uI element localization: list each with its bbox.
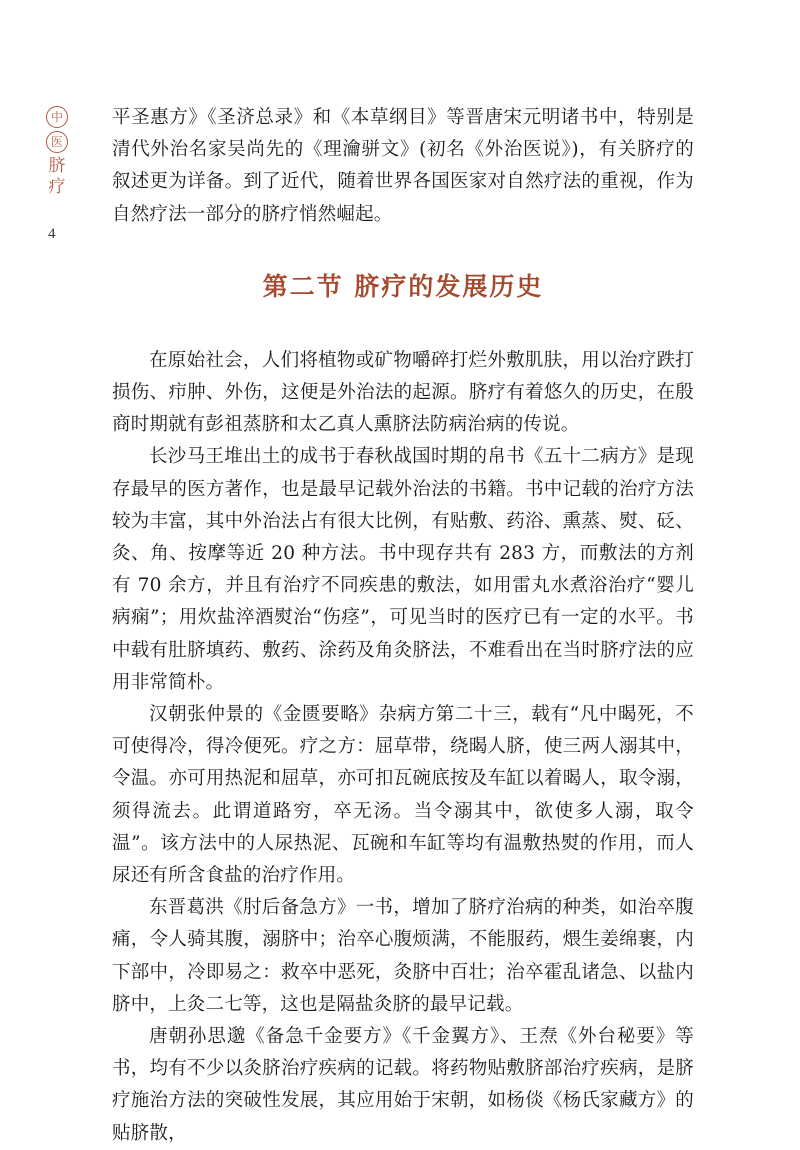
side-column-label (42, 106, 72, 198)
paragraph: 汉朝张仲景的《金匮要略》杂病方第二十三，载有“凡中暍死，不可使得冷，得冷便死。疗之方：屈草带，绕暍人脐，使三两人溺其中，令温。亦可用热泥和屈草，亦可扣瓦碗底按及车缸以着暍人，取令溺，须得流去。此谓道路穷，卒无汤。当令溺其中，欲使多人溺，取令温”。该方法中的人尿热泥、瓦碗和车缸等均有温敷热熨的作用，而人尿还有所含食盐的治疗作用。 (112, 704, 694, 887)
paragraph: 东晋葛洪《肘后备急方》一书，增加了脐疗治病的种类，如治卒腹痛，令人骑其腹，溺脐中；治卒心腹烦满，不能服药，煨生姜绵裹，内下部中，冷即易之：救卒中恶死，灸脐中百壮；治卒霍乱诸急、以盐内脐中，上灸二七等，这也是隔盐灸脐的最早记载。 (112, 897, 694, 1015)
paragraph: 在原始社会，人们将植物或矿物嚼碎打烂外敷肌肤，用以治疗跌打损伤、疖肿、外伤，这便是外治法的起源。脐疗有着悠久的历史，在殷商时期就有彭祖蒸脐和太乙真人熏脐法防病治病的传说。 (112, 349, 694, 436)
page-body (112, 102, 694, 1150)
paragraph: 唐朝孙思邈《备急千金要方》《千金翼方》、王焘《外台秘要》等书，均有不少以灸脐治疗疾病的记载。将药物贴敷脐部治疗疾病，是脐疗施治方法的突破性发展，其应用始于宋朝，如杨倓《杨氏家藏方》的贴脐散， (112, 1026, 694, 1144)
paragraph-continued: 平圣惠方》《圣济总录》和《本草纲目》等晋唐宋元明诸书中，特别是清代外治名家吴尚先的《理瀹骈文》(初名《外治医说》)，有关脐疗的叙述更为详备。到了近代，随着世界各国医家对自然疗法的重视，作为自然疗法一部分的脐疗悄然崛起。 (112, 107, 694, 225)
side-char: 疗 (48, 177, 66, 197)
section-title: 第二节 脐疗的发展历史 (262, 271, 544, 301)
side-circle-char: 医 (46, 131, 68, 153)
paragraph: 长沙马王堆出土的成书于春秋战国时期的帛书《五十二病方》是现存最早的医方著作，也是最早记载外治法的书籍。书中记载的治疗方法较为丰富，其中外治法占有很大比例，有贴敷、药浴、熏蒸、熨、砭、灸、角、按摩等近 20 种方法。书中现存共有 283 方，而敷法的方剂有 70 余方，并且有治疗不同疾患的敷法，如用雷丸水煮浴治疗“婴儿病痫”；用炊盐淬酒熨治“伤痉”，可见当时的医疗已有一定的水平。书中载有肚脐填药、敷药、涂药及角灸脐法，不难看出在当时脐疗法的应用非常简朴。 (112, 446, 694, 693)
side-char: 脐 (48, 156, 66, 176)
page-number: 4 (48, 226, 56, 242)
side-circle-char: 中 (46, 106, 68, 128)
